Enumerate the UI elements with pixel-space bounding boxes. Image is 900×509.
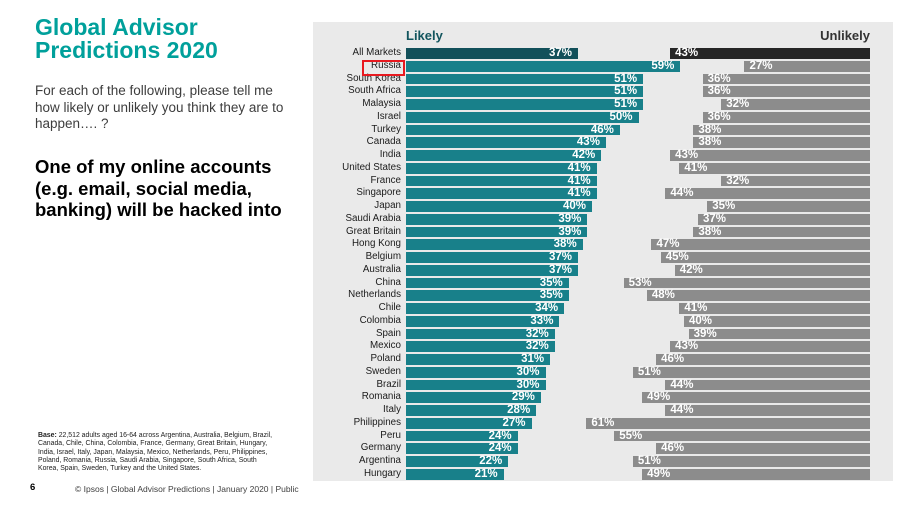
chart-row bbox=[313, 289, 893, 302]
likely-bar bbox=[406, 367, 546, 378]
left-panel bbox=[0, 0, 318, 509]
likely-bar bbox=[406, 443, 518, 454]
bar-track bbox=[406, 47, 870, 60]
chart-row bbox=[313, 340, 893, 353]
country-label: United States bbox=[342, 161, 401, 173]
chart-row bbox=[313, 353, 893, 366]
likely-bar bbox=[406, 125, 620, 136]
unlikely-value: 46% bbox=[661, 353, 685, 365]
slide-title bbox=[35, 16, 218, 61]
chart-row bbox=[313, 175, 893, 188]
unlikely-bar bbox=[721, 99, 870, 110]
likely-value: 41% bbox=[567, 161, 591, 174]
bar-track bbox=[406, 149, 870, 162]
country-label: Sweden bbox=[365, 365, 401, 377]
unlikely-value: 44% bbox=[670, 378, 694, 391]
country-label: Italy bbox=[383, 404, 401, 415]
country-label: Great Britain bbox=[346, 225, 401, 237]
unlikely-value: 36% bbox=[707, 72, 731, 85]
bar-track bbox=[406, 60, 870, 73]
chart-row bbox=[313, 124, 893, 137]
likely-value: 40% bbox=[562, 200, 586, 212]
likely-value: 30% bbox=[516, 378, 540, 391]
unlikely-bar bbox=[744, 61, 870, 72]
chart-row bbox=[313, 213, 893, 226]
country-label: Colombia bbox=[359, 314, 401, 326]
likely-bar bbox=[406, 150, 601, 161]
likely-bar bbox=[406, 329, 555, 340]
country-label: Netherlands bbox=[348, 289, 401, 301]
country-label: Canada bbox=[366, 136, 401, 148]
likely-value: 43% bbox=[576, 136, 600, 149]
slide-title-line-1: Global Advisor bbox=[35, 14, 198, 40]
bar-track bbox=[406, 226, 870, 239]
chart-row bbox=[313, 366, 893, 379]
country-label: Poland bbox=[370, 353, 401, 364]
bar-track bbox=[406, 98, 870, 111]
country-label: Japan bbox=[374, 200, 401, 211]
country-label: Turkey bbox=[371, 123, 401, 135]
unlikely-bar bbox=[656, 354, 870, 365]
chart-row bbox=[313, 379, 893, 392]
chart-row bbox=[313, 264, 893, 277]
likely-value: 51% bbox=[614, 72, 638, 85]
country-label: Australia bbox=[362, 263, 401, 275]
likely-value: 24% bbox=[488, 429, 512, 442]
chart-row bbox=[313, 111, 893, 124]
unlikely-bar bbox=[698, 214, 870, 225]
country-label: Malaysia bbox=[362, 98, 401, 109]
likely-value: 35% bbox=[539, 276, 563, 289]
unlikely-bar bbox=[679, 163, 870, 174]
unlikely-bar bbox=[642, 392, 870, 403]
survey-question-line-2: how likely or unlikely you think they are to bbox=[35, 99, 284, 115]
slide-title-line-2: Predictions 2020 bbox=[35, 36, 218, 63]
survey-question-line-3: happen…. ? bbox=[35, 116, 109, 132]
likely-bar bbox=[406, 265, 578, 276]
country-label: South Korea bbox=[346, 72, 401, 84]
bar-track bbox=[406, 302, 870, 315]
likely-bar bbox=[406, 163, 597, 174]
unlikely-value: 46% bbox=[661, 442, 685, 455]
chart-row bbox=[313, 302, 893, 315]
chart-row bbox=[313, 136, 893, 149]
chart-row bbox=[313, 455, 893, 468]
unlikely-bar bbox=[656, 443, 870, 454]
country-label: Spain bbox=[375, 327, 401, 339]
country-label: India bbox=[379, 149, 401, 160]
chart-row bbox=[313, 315, 893, 328]
bar-track bbox=[406, 468, 870, 481]
likely-bar bbox=[406, 316, 559, 327]
bar-track bbox=[406, 187, 870, 200]
likely-value: 42% bbox=[572, 149, 596, 161]
statement-line-3: banking) will be hacked into bbox=[35, 199, 282, 221]
unlikely-bar bbox=[670, 341, 870, 352]
likely-value: 50% bbox=[609, 110, 633, 123]
likely-bar bbox=[406, 86, 643, 97]
likely-bar bbox=[406, 99, 643, 110]
bar-track bbox=[406, 111, 870, 124]
unlikely-bar bbox=[693, 227, 870, 238]
unlikely-value: 27% bbox=[749, 59, 773, 72]
unlikely-bar bbox=[614, 431, 870, 442]
likely-value: 41% bbox=[567, 187, 591, 200]
bar-track bbox=[406, 328, 870, 341]
bar-track bbox=[406, 264, 870, 277]
unlikely-value: 38% bbox=[698, 225, 722, 238]
unlikely-bar bbox=[661, 252, 870, 263]
likely-bar bbox=[406, 392, 541, 403]
chart-row bbox=[313, 47, 893, 60]
country-label: China bbox=[375, 276, 401, 288]
country-label: Chile bbox=[378, 302, 401, 313]
likely-bar bbox=[406, 341, 555, 352]
likely-bar bbox=[406, 61, 680, 72]
unlikely-value: 55% bbox=[619, 429, 643, 442]
unlikely-value: 35% bbox=[712, 200, 736, 212]
base-note-label: Base: bbox=[38, 432, 57, 439]
unlikely-bar bbox=[633, 367, 870, 378]
likely-value: 27% bbox=[502, 416, 526, 429]
unlikely-bar bbox=[707, 201, 870, 212]
likely-value: 33% bbox=[530, 314, 554, 327]
page-number: 6 bbox=[30, 482, 36, 493]
chart-row bbox=[313, 251, 893, 264]
unlikely-header: Unlikely bbox=[820, 28, 870, 43]
bar-track bbox=[406, 417, 870, 430]
unlikely-value: 51% bbox=[637, 455, 661, 467]
chart-row bbox=[313, 149, 893, 162]
unlikely-bar bbox=[693, 137, 870, 148]
unlikely-bar bbox=[633, 456, 870, 467]
unlikely-value: 32% bbox=[726, 98, 750, 110]
russia-highlight-box bbox=[362, 60, 405, 76]
chart-row bbox=[313, 417, 893, 430]
country-label: Mexico bbox=[369, 340, 401, 352]
unlikely-bar bbox=[721, 176, 870, 187]
likely-bar bbox=[406, 137, 606, 148]
likely-bar bbox=[406, 239, 583, 250]
country-label: Brazil bbox=[376, 378, 401, 390]
country-label: Hungary bbox=[363, 467, 401, 479]
unlikely-value: 53% bbox=[628, 276, 652, 289]
bar-track bbox=[406, 455, 870, 468]
unlikely-value: 43% bbox=[675, 340, 699, 353]
likely-value: 31% bbox=[521, 353, 545, 365]
unlikely-value: 61% bbox=[591, 416, 615, 429]
likely-value: 30% bbox=[516, 365, 540, 378]
unlikely-value: 41% bbox=[684, 161, 708, 174]
chart-row bbox=[313, 98, 893, 111]
unlikely-bar bbox=[703, 74, 870, 85]
likely-value: 32% bbox=[525, 340, 549, 353]
country-label: South Africa bbox=[348, 85, 401, 97]
country-label: Philippines bbox=[353, 416, 401, 428]
bar-track bbox=[406, 73, 870, 86]
chart-row bbox=[313, 226, 893, 239]
unlikely-bar bbox=[675, 265, 870, 276]
chart-panel bbox=[313, 22, 893, 481]
country-label: Saudi Arabia bbox=[345, 212, 401, 224]
unlikely-bar bbox=[651, 239, 870, 250]
unlikely-bar bbox=[665, 380, 870, 391]
bar-track bbox=[406, 200, 870, 213]
likely-bar bbox=[406, 252, 578, 263]
likely-bar bbox=[406, 380, 546, 391]
likely-bar bbox=[406, 188, 597, 199]
country-label: All Markets bbox=[352, 47, 401, 58]
chart-row bbox=[313, 328, 893, 341]
unlikely-value: 36% bbox=[707, 110, 731, 123]
bar-track bbox=[406, 277, 870, 290]
statement-line-2: (e.g. email, social media, bbox=[35, 177, 252, 199]
unlikely-bar bbox=[665, 405, 870, 416]
unlikely-value: 44% bbox=[670, 187, 694, 200]
chart-row bbox=[313, 430, 893, 443]
survey-question bbox=[35, 83, 283, 133]
likely-value: 37% bbox=[549, 263, 573, 276]
country-label: Hong Kong bbox=[351, 238, 401, 250]
country-label: Argentina bbox=[359, 455, 401, 466]
country-label: Russia bbox=[371, 59, 401, 71]
likely-value: 34% bbox=[535, 302, 559, 314]
unlikely-bar bbox=[670, 150, 870, 161]
bar-track bbox=[406, 213, 870, 226]
bar-track bbox=[406, 124, 870, 137]
unlikely-value: 41% bbox=[684, 302, 708, 314]
unlikely-bar bbox=[684, 316, 870, 327]
unlikely-bar bbox=[586, 418, 870, 429]
unlikely-bar bbox=[703, 112, 870, 123]
likely-value: 32% bbox=[525, 327, 549, 340]
likely-bar bbox=[406, 431, 518, 442]
unlikely-value: 36% bbox=[707, 85, 731, 98]
likely-value: 35% bbox=[539, 289, 563, 302]
unlikely-value: 38% bbox=[698, 123, 722, 136]
unlikely-value: 39% bbox=[693, 327, 717, 340]
unlikely-value: 49% bbox=[647, 467, 671, 480]
chart-rows bbox=[313, 47, 893, 481]
bar-track bbox=[406, 238, 870, 251]
unlikely-value: 49% bbox=[647, 391, 671, 404]
likely-value: 51% bbox=[614, 98, 638, 110]
likely-bar bbox=[406, 74, 643, 85]
country-label: Singapore bbox=[356, 187, 401, 199]
likely-bar bbox=[406, 214, 587, 225]
bar-track bbox=[406, 391, 870, 404]
chart-row bbox=[313, 404, 893, 417]
unlikely-bar bbox=[647, 290, 870, 301]
chart-row bbox=[313, 162, 893, 175]
likely-bar bbox=[406, 405, 536, 416]
footer-text: © Ipsos | Global Advisor Predictions | January 2020 | Public bbox=[75, 484, 299, 494]
unlikely-value: 47% bbox=[656, 238, 680, 251]
country-label: Belgium bbox=[365, 251, 401, 262]
likely-bar bbox=[406, 278, 569, 289]
unlikely-bar bbox=[689, 329, 870, 340]
likely-bar bbox=[406, 201, 592, 212]
likely-value: 46% bbox=[590, 123, 614, 136]
likely-bar bbox=[406, 469, 504, 480]
unlikely-value: 51% bbox=[637, 365, 661, 378]
likely-value: 37% bbox=[549, 251, 573, 263]
country-label: Israel bbox=[377, 110, 401, 122]
bar-track bbox=[406, 340, 870, 353]
survey-question-line-1: For each of the following, please tell me bbox=[35, 83, 273, 98]
likely-value: 59% bbox=[651, 59, 675, 72]
likely-value: 39% bbox=[558, 212, 582, 225]
likely-bar bbox=[406, 418, 532, 429]
unlikely-value: 48% bbox=[651, 289, 675, 302]
bar-track bbox=[406, 85, 870, 98]
bar-track bbox=[406, 315, 870, 328]
base-note bbox=[38, 432, 278, 473]
base-note-text: 22,512 adults aged 16-64 across Argentina, Australia, Belgium, Brazil, Canada, Chile, China, Colombia, France, Germany, Great Britain, Hungary, India, Israel, Italy, Japan, Malaysia, Mexico, Netherlands, Peru, Philippines, Poland, Romania, Russia, Saudi Arabia, Singapore, South Africa, South Korea, Spain, Sweden, Turkey and the United States. bbox=[38, 432, 273, 473]
chart-row bbox=[313, 277, 893, 290]
likely-bar bbox=[406, 354, 550, 365]
unlikely-value: 44% bbox=[670, 404, 694, 416]
likely-value: 29% bbox=[511, 391, 535, 404]
chart-row bbox=[313, 187, 893, 200]
likely-value: 22% bbox=[479, 455, 503, 467]
country-label: Peru bbox=[380, 429, 401, 441]
chart-row bbox=[313, 442, 893, 455]
chart-row bbox=[313, 391, 893, 404]
likely-value: 21% bbox=[474, 467, 498, 480]
unlikely-bar bbox=[693, 125, 870, 136]
unlikely-value: 43% bbox=[675, 47, 699, 59]
likely-value: 24% bbox=[488, 442, 512, 455]
unlikely-value: 45% bbox=[665, 251, 689, 263]
likely-header: Likely bbox=[406, 28, 443, 43]
unlikely-bar bbox=[665, 188, 870, 199]
unlikely-bar bbox=[679, 303, 870, 314]
bar-track bbox=[406, 442, 870, 455]
unlikely-value: 38% bbox=[698, 136, 722, 149]
likely-bar bbox=[406, 456, 508, 467]
bar-track bbox=[406, 379, 870, 392]
unlikely-value: 43% bbox=[675, 149, 699, 161]
likely-value: 39% bbox=[558, 225, 582, 238]
bar-track bbox=[406, 175, 870, 188]
likely-bar bbox=[406, 303, 564, 314]
likely-bar bbox=[406, 290, 569, 301]
chart-row bbox=[313, 238, 893, 251]
bar-track bbox=[406, 136, 870, 149]
bar-track bbox=[406, 353, 870, 366]
unlikely-bar bbox=[670, 48, 870, 59]
bar-track bbox=[406, 430, 870, 443]
unlikely-value: 40% bbox=[689, 314, 713, 327]
unlikely-bar bbox=[624, 278, 870, 289]
likely-value: 37% bbox=[549, 47, 573, 59]
likely-value: 28% bbox=[507, 404, 531, 416]
unlikely-value: 32% bbox=[726, 174, 750, 187]
chart-row bbox=[313, 85, 893, 98]
unlikely-bar bbox=[703, 86, 870, 97]
statement-title bbox=[35, 156, 282, 221]
bar-track bbox=[406, 251, 870, 264]
chart-row bbox=[313, 468, 893, 481]
likely-value: 41% bbox=[567, 174, 591, 187]
bar-track bbox=[406, 404, 870, 417]
bar-track bbox=[406, 289, 870, 302]
country-label: Germany bbox=[360, 442, 401, 454]
likely-bar bbox=[406, 112, 639, 123]
likely-value: 38% bbox=[553, 238, 577, 251]
bar-track bbox=[406, 366, 870, 379]
unlikely-bar bbox=[642, 469, 870, 480]
likely-bar bbox=[406, 227, 587, 238]
unlikely-value: 37% bbox=[702, 212, 726, 225]
likely-value: 51% bbox=[614, 85, 638, 98]
country-label: France bbox=[370, 174, 401, 186]
statement-line-1: One of my online accounts bbox=[35, 156, 272, 177]
likely-bar bbox=[406, 48, 578, 59]
bar-track bbox=[406, 162, 870, 175]
country-label: Romania bbox=[361, 391, 401, 403]
unlikely-value: 42% bbox=[679, 263, 703, 276]
likely-bar bbox=[406, 176, 597, 187]
chart-row bbox=[313, 200, 893, 213]
